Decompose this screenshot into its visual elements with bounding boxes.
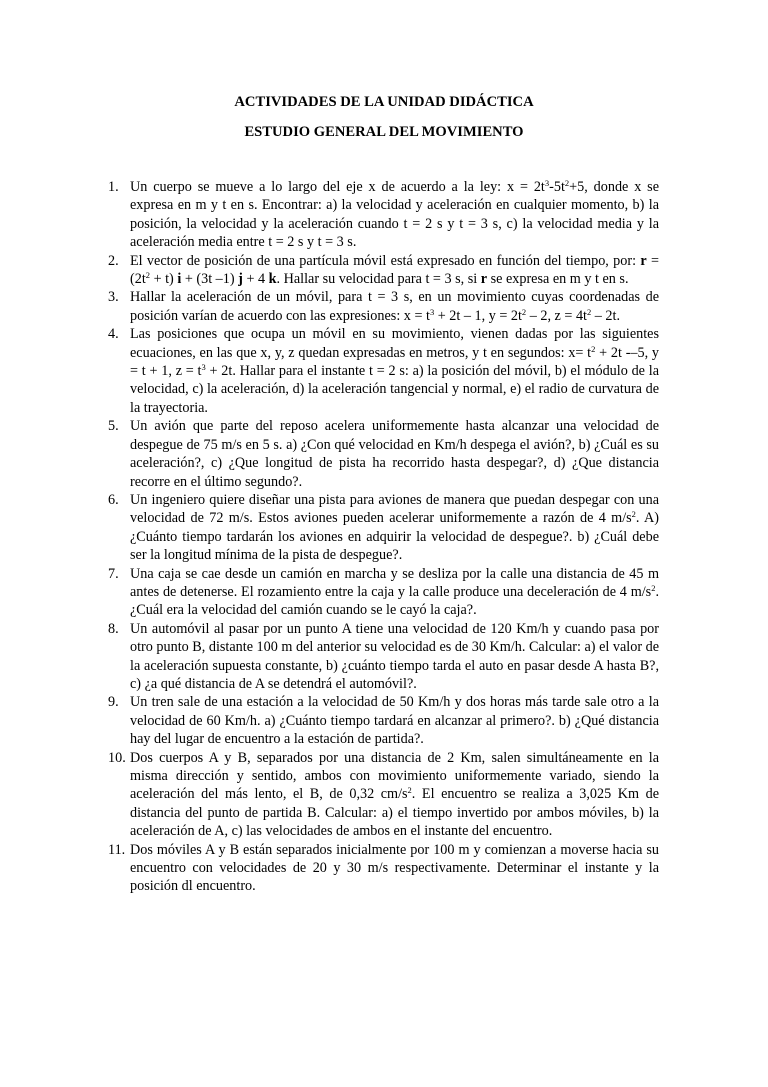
document-subtitle: ESTUDIO GENERAL DEL MOVIMIENTO: [244, 124, 524, 140]
document-title: ACTIVIDADES DE LA UNIDAD DIDÁCTICA: [234, 94, 534, 110]
problem-text: Una caja se cae desde un camión en marcha y se desliza por la calle una distancia de 45 m antes de detenerse. El rozamiento entre la caja y la calle produce una deceleración de 4 $m/s^2$. ¿Cuál era la velocidad del camión cuando se le cayó la caja?.: [130, 565, 659, 619]
problem-text: Un tren sale de una estación a la velocidad de 50 Km/h y dos horas más tarde sale otro a la velocidad de 60 Km/h. a) ¿Cuánto tiempo tardará en alcanzar al primero?. b) ¿Qué distancia hay del lugar de encuentro a la estación de partida?.: [130, 694, 659, 748]
problem-text: Las posiciones que ocupa un móvil en su movimiento, vienen dadas por las siguientes ecuaciones, en las que x, y, z quedan expresadas en metros, y t en segundos: $x= t^2 + 2t$ -–5, y = t + 1, $z = t^3 + 2t$. Hallar para el instante t = 2 s: a) la posición del móvil, b) el módulo de la velocidad, c) la aceleración, d) la aceleración tangencial y normal, e) el radio de curvatura de la trayectoria.: [130, 326, 660, 416]
problem-number: 6.: [108, 491, 119, 508]
problem-item: [108, 693, 659, 748]
problem-item: [108, 620, 659, 694]
problem-number: 7.: [108, 565, 119, 582]
problem-text: Un avión que parte del reposo acelera uniformemente hasta alcanzar una velocidad de despegue de 75 m/s en 5 s. a) ¿Con qué velocidad en Km/h despega el avión?, b) ¿Cuál es su aceleración?, c) ¿Que longitud de pista ha recorrido hasta despegar?, d) ¿Que distancia recorre en el último segundo?.: [130, 418, 659, 490]
problem-number: 5.: [108, 418, 119, 435]
problem-item: [108, 325, 659, 417]
problem-list: [108, 178, 659, 896]
problem-number: 10.: [108, 749, 126, 766]
problem-number: 4.: [108, 326, 119, 343]
problem-item: [108, 491, 659, 565]
problem-number: 8.: [108, 620, 119, 637]
problem-item: [108, 749, 659, 841]
problem-item: [108, 252, 659, 289]
problem-text: Dos cuerpos A y B, separados por una distancia de 2 Km, salen simultáneamente en la misma dirección y sentido, ambos con movimiento uniformemente variado, siendo la aceleración del más lento, el B, de 0,32 $cm/s^2$. El encuentro se realiza a 3,025 Km de distancia del punto de partida B. Calcular: a) el tiempo invertido por ambos móviles, b) la aceleración de A, c) las velocidades de ambos en el instante del encuentro.: [130, 749, 659, 840]
problem-text: El vector de posición de una partícula móvil está expresado en función del tiempo, por: $r = (2t^2 + t) i + (3t$ –1) j + 4 k. Hallar su velocidad para t = 3 s, si r se expresa en m y t en s.: [130, 252, 659, 288]
problem-item: [108, 841, 659, 896]
problem-item: [108, 417, 659, 491]
problem-number: 3.: [108, 289, 119, 306]
problem-item: [108, 178, 659, 252]
problem-text: Un cuerpo se mueve a lo largo del eje x de acuerdo a la ley: $x = 2t^3-5t^2+5$, donde x se expresa en m y t en s. Encontrar: a) la velocidad y aceleración en cualquier momento, b) la posición, la velocidad y la aceleración cuando t = 2 s y t = 3 s, c) la velocidad media y la aceleración media entre t = 2 s y t = 3 s.: [130, 178, 659, 251]
problem-number: 2.: [108, 252, 119, 269]
problem-text: Un automóvil al pasar por un punto A tiene una velocidad de 120 Km/h y cuando pasa por otro punto B, distante 100 m del anterior su velocidad es de 30 Km/h. Calcular: a) el valor de la aceleración supuesta constante, b) ¿cuánto tiempo tarda el auto en pasar desde A hasta B?, c) ¿a qué distancia de A se detendrá el automóvil?.: [130, 620, 659, 692]
problem-number: 11.: [108, 841, 126, 858]
problem-text: Un ingeniero quiere diseñar una pista para aviones de manera que puedan despegar con una velocidad de 72 m/s. Estos aviones pueden acelerar uniformemente a razón de 4 $m/s^2$. A) ¿Cuánto tiempo tardarán los aviones en adquirir la velocidad de despegue?. b) ¿Cuál debe ser la longitud mínima de la pista de despegue?.: [130, 491, 659, 564]
problem-text: Dos móviles A y B están separados inicialmente por 100 m y comienzan a moverse hacia su encuentro con velocidades de 20 y 30 m/s respectivamente. Determinar el instante y la posición dl encuentro.: [130, 841, 659, 895]
problem-text: Hallar la aceleración de un móvil, para t = 3 s, en un movimiento cuyas coordenadas de posición varían de acuerdo con las expresiones: $x = t^3 + 2t - 1$, $y = 2t^2 - 2$, $z = 4t^2 - 2t$.: [130, 289, 659, 324]
problem-number: 9.: [108, 694, 119, 711]
problem-item: [108, 565, 659, 620]
problem-number: 1.: [108, 179, 119, 195]
problem-item: [108, 288, 659, 325]
